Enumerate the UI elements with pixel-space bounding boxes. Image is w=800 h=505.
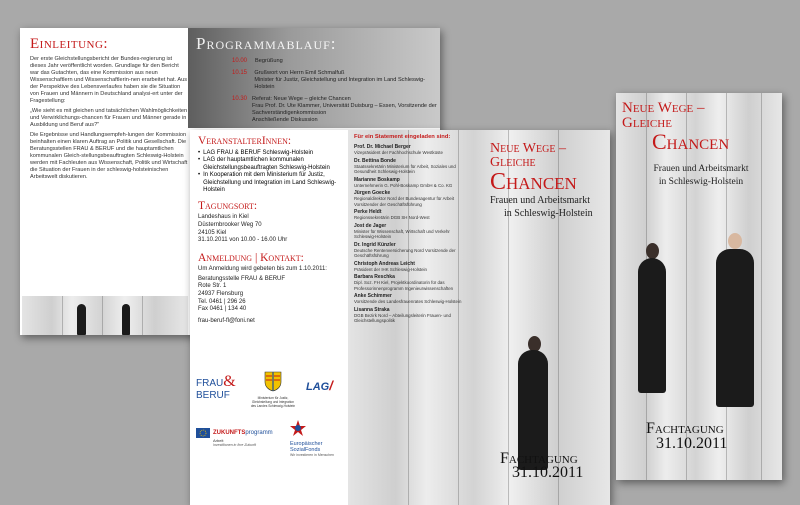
statements-heading: Für ein Statement eingeladen sind: — [354, 134, 451, 140]
invited-person-role: Unternehmerin G. Pohl-Boskamp GmbH & Co. KG — [354, 182, 453, 188]
flyer-outside-sheet — [190, 130, 610, 505]
invited-person-name: Prof. Dr. Michael Berger — [354, 144, 411, 150]
invited-person-role: Deutsche Rentenversicherung Nord Vorsitzende der Geschäftsführung — [354, 247, 456, 259]
bullet-icon: • — [198, 172, 201, 179]
invited-person — [354, 190, 466, 206]
einleitung-quote: „Wie sieht es mit gleichen und tatsächlichen Wahlmöglichkeiten und Verwirklichungs-chancen für Frauen und Männer gerade in Ausbildung und Beruf aus?" — [30, 108, 188, 128]
anmeldung-intro: Um Anmeldung wird gebeten bis zum 1.10.2011: — [198, 265, 327, 272]
back-cover-subtitle: Frauen und Arbeitsmarkt in Schleswig-Holstein — [490, 195, 593, 219]
contact-email[interactable]: frau-beruf-fl@foni.net — [198, 317, 255, 324]
veranstalter-heading: VeranstalterInnen: — [198, 135, 292, 147]
ministerium-logo: Ministerium für Justiz, Gleichstellung und Integration des Landes Schleswig-Holstein — [250, 370, 296, 408]
eu-flag-icon — [196, 428, 210, 438]
invited-person-role: DGB Bezirk Nord – Abteilungsleiterin Frauen- und Gleichstellungspolitik — [354, 313, 451, 324]
lag-logo: LAG/ — [306, 378, 333, 393]
invited-person-role: Vorsitzende des Landesfrauenrates Schleswig-Holstein — [354, 299, 462, 305]
programm-text: Referat: Neue Wege – gleiche Chancen Frau Prof. Dr. Ute Klammer, Universität Duisburg – Essen, Vorsitzende der Sachverständigenkommission Anschließende Diskussion — [252, 96, 437, 123]
invited-person-name: Jürgen Goecke — [354, 190, 391, 197]
invited-person-name: Dr. Ingrid Künzler — [354, 241, 396, 248]
invited-person-name: Anke Schimmer — [354, 293, 392, 300]
invited-person-name: Lisanna Straka — [354, 307, 390, 314]
frau-beruf-logo: FRAU& BERUF — [196, 373, 236, 401]
programm-text: Begrüßung — [255, 58, 283, 64]
tagungsort-lines: Landeshaus in Kiel Düsternbrooker Weg 70 24105 Kiel 31.10.2011 von 10.00 - 16.00 Uhr — [198, 214, 288, 244]
invited-person-role: Minister für Wissenschaft, Wirtschaft und Verkehr Schleswig-Holstein — [354, 228, 450, 240]
anmeldung-heading: Anmeldung | Kontakt: — [198, 251, 304, 264]
invited-person — [354, 209, 466, 220]
statements-list — [354, 134, 466, 326]
esf-logo: Europäischer SozialFonds Wir investieren in Menschen — [290, 420, 350, 457]
programm-item — [232, 58, 438, 65]
anmeldung-lines: Beratungsstelle FRAU & BERUF Rote Str. 1 24937 Flensburg Tel. 0461 | 296 26 Fax 0461 | 134 40 frau-beruf-fl@foni.net — [198, 276, 348, 326]
invited-person-name: Dr. Bettina Bonde — [354, 157, 396, 164]
invited-person — [354, 261, 466, 272]
veranstalter-list — [198, 150, 348, 194]
invited-person-role: Präsident der IHK Schleswig-Holstein — [354, 266, 427, 272]
invited-person-role: Staatssekretärin Ministerium für Arbeit, Soziales und Gesundheit Schleswig-Holstein — [354, 163, 456, 174]
invited-person — [354, 158, 466, 174]
flyer-cover-sheet — [616, 93, 782, 480]
tagungsort-heading: Tagungsort: — [198, 200, 258, 213]
programm-time: 10.00 — [232, 58, 248, 64]
invited-person-role: Dipl. Soz. FH Kiel, Projektkoordinatorin für das Professorinnenprogramm Ingenieurwissenschaften — [354, 280, 454, 291]
programm-time: 10.30 — [232, 96, 248, 102]
programm-list — [232, 58, 438, 124]
veranstalter-item: • LAG der hauptamtlichen kommunalen Gleichstellungsbeauftragten Schleswig-Holstein — [198, 157, 330, 171]
coat-of-arms-icon — [263, 370, 283, 392]
back-cover-title: Neue Wege – Gleiche Chancen — [490, 141, 577, 195]
invited-person — [354, 177, 466, 188]
esf-star-icon — [290, 420, 306, 436]
back-cover-event: Fachtagung 31.10.2011 — [500, 450, 584, 481]
woman-figure — [646, 243, 659, 259]
invited-person — [354, 293, 466, 304]
invited-person — [354, 144, 466, 155]
invited-person-name: Perke Heldt — [354, 209, 382, 216]
invited-person — [354, 223, 466, 239]
man-figure — [728, 233, 742, 249]
programm-text: Grußwort von Herrn Emil Schmalfuß Minister für Justiz, Gleichstellung und Integration im Land Schleswig-Holstein — [254, 70, 426, 90]
einleitung-para1: Der erste Gleichstellungsbericht der Bundes-regierung ist dieses Jahr veröffentlicht worden. Grundlage für den Bericht war das Gutachten, das eine Kommission aus neun Wissenschaftlern und Wissenschaftlerin-nen erarbeitet hat. Aus der Perspektive des Lebensverlaufes haben sie die Situation von Frauen und Männern in Deutschland analysi-ert unter der Fragestellung: — [30, 56, 188, 104]
programm-item — [232, 70, 438, 91]
programm-title: Programmablauf: — [196, 34, 337, 53]
invited-people — [354, 144, 466, 323]
einleitung-para2: Die Ergebnisse und Handlungsempfeh-lungen der Kommission beinhalten einen klaren Auftrag an Politik und Gesellschaft. Die Beratungsstellen FRAU & BERUF und die hauptamtlichen kommunalen Gleich-stellungsbeauftragten Schleswig-Holstein werden mit Fachleuten aus Wissenschaft, Politik und Wirtschaft die Situation der Frauen in der schleswig-holsteinischen Arbeitswelt diskutieren. — [30, 132, 188, 180]
invited-person-role: Regionssekretärin DGB SH Nord-West — [354, 215, 430, 221]
invited-person-role: Vizepräsident der Fachhochschule Westküste — [354, 150, 443, 155]
programm-time: 10.15 — [232, 70, 248, 76]
cover-event: Fachtagung 31.10.2011 — [646, 420, 728, 452]
invited-person — [354, 274, 466, 290]
invited-person-name: Marianne Boskamp — [354, 176, 400, 183]
invited-person — [354, 307, 466, 323]
man-body — [716, 249, 754, 407]
invited-person-name: Jost de Jager — [354, 222, 387, 229]
zukunftsprogramm-logo: ZUKUNFTS programm Arbeit Investitionen in Ihre Zukunft — [196, 428, 286, 447]
woman-body — [638, 258, 666, 393]
programm-item — [232, 96, 438, 124]
bullet-icon: • — [198, 157, 201, 164]
info-column — [198, 135, 348, 325]
couple-photo-small — [22, 296, 188, 335]
cover-subtitle: Frauen und Arbeitsmarkt in Schleswig-Holstein — [653, 164, 749, 187]
invited-person-role: Regionaldirektor Nord der Bundesagentur für Arbeit Vorsitzender der Geschäftsführung — [354, 196, 455, 207]
invited-person-name: Christoph Andreas Leicht — [354, 260, 415, 267]
cover-title: Neue Wege – Gleiche Chancen — [622, 100, 730, 154]
veranstalter-item: • In Kooperation mit dem Ministerium für Justiz, Gleichstellung und Integration im Land Schleswig-Holstein — [198, 172, 337, 194]
einleitung-heading: Einleitung: — [30, 36, 109, 52]
einleitung-column — [30, 36, 188, 181]
invited-person — [354, 242, 466, 258]
veranstalter-item: • LAG FRAU & BERUF Schleswig-Holstein — [198, 150, 314, 156]
invited-person-name: Barbara Reschka — [354, 274, 395, 281]
bullet-icon: • — [198, 150, 201, 156]
